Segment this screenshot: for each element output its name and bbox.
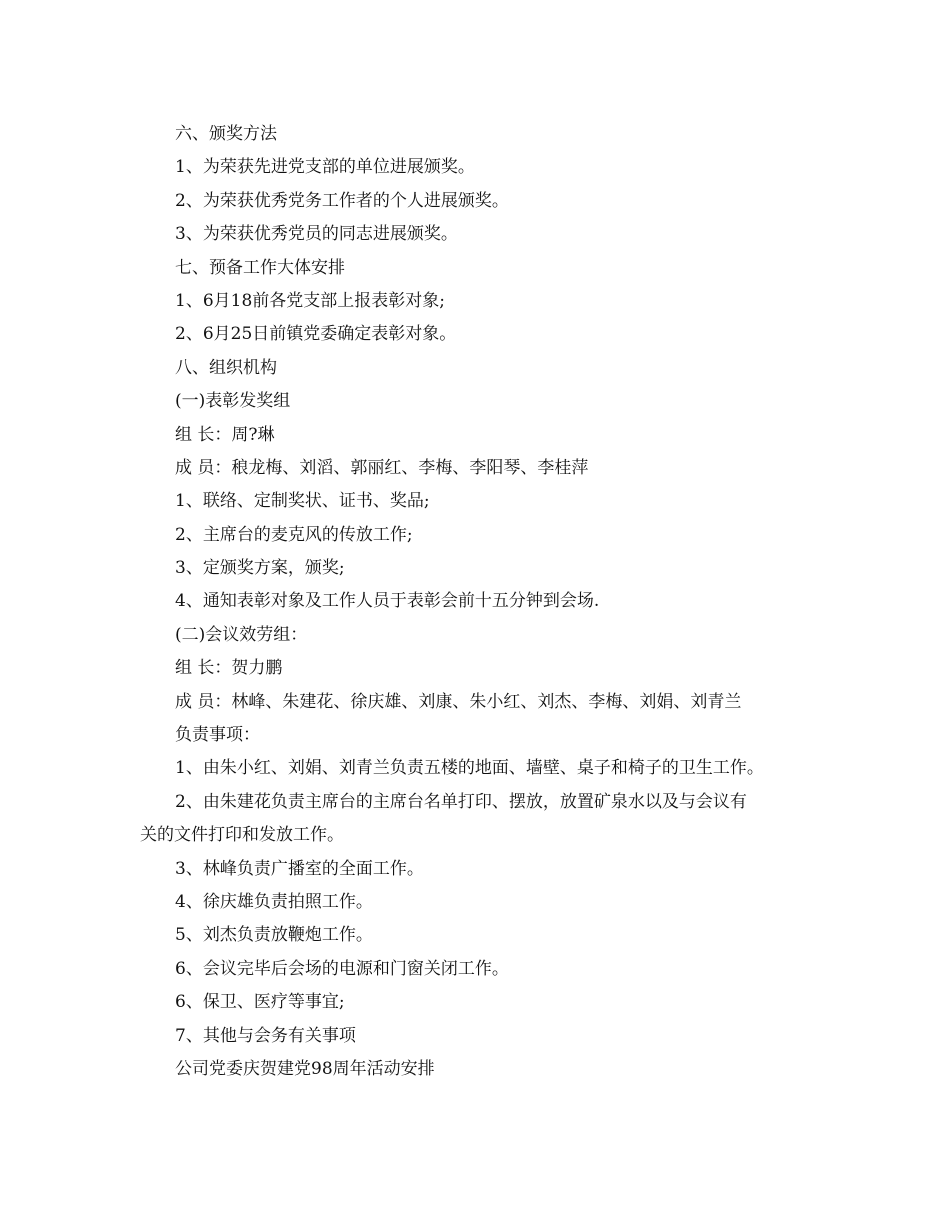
group-members-line: 成 员：林峰、朱建花、徐庆雄、刘康、朱小红、刘杰、李梅、刘娟、刘青兰	[175, 691, 742, 712]
subsection-heading-service-group: (二)会议效劳组：	[175, 624, 308, 645]
paragraph-line: 2、主席台的麦克风的传放工作;	[175, 524, 413, 545]
paragraph-line: 2、由朱建花负责主席台的主席台名单打印、摆放，放置矿泉水以及与会议有	[175, 791, 747, 812]
paragraph-line: 7、其他与会务有关事项	[175, 1025, 356, 1046]
paragraph-line: 5、刘杰负责放鞭炮工作。	[175, 925, 373, 946]
section-heading-organization: 八、组织机构	[175, 357, 277, 378]
responsibilities-heading: 负责事项：	[175, 725, 260, 746]
section-heading-preparation: 七、预备工作大体安排	[175, 257, 345, 278]
section-heading-award-method: 六、颁奖方法	[175, 124, 277, 144]
group-members-line: 成 员：稂龙梅、刘滔、郭丽红、李梅、李阳琴、李桂萍	[175, 457, 589, 478]
paragraph-line: 6、会议完毕后会场的电源和门窗关闭工作。	[175, 958, 509, 979]
paragraph-line: 4、徐庆雄负责拍照工作。	[175, 891, 373, 912]
paragraph-line: 1、6月18前各党支部上报表彰对象;	[175, 290, 445, 311]
paragraph-line: 1、由朱小红、刘娟、刘青兰负责五楼的地面、墙壁、桌子和椅子的卫生工作。	[175, 758, 764, 779]
group-leader-line: 组 长：贺力鹏	[175, 658, 283, 679]
paragraph-line: 4、通知表彰对象及工作人员于表彰会前十五分钟到会场.	[175, 591, 600, 612]
paragraph-line: 1、为荣获先进党支部的单位进展颁奖。	[175, 157, 475, 178]
paragraph-line: 2、为荣获优秀党务工作者的个人进展颁奖。	[175, 190, 509, 211]
paragraph-line: 1、联络、定制奖状、证书、奖品;	[175, 491, 430, 512]
paragraph-line: 2、6月25日前镇党委确定表彰对象。	[175, 324, 457, 345]
document-body	[140, 118, 820, 1086]
paragraph-line: 3、林峰负责广播室的全面工作。	[175, 858, 424, 879]
subsection-heading-award-group: (一)表彰发奖组	[175, 391, 291, 412]
next-document-title: 公司党委庆贺建党98周年活动安排	[175, 1058, 435, 1079]
paragraph-line: 6、保卫、医疗等事宜;	[175, 992, 345, 1013]
paragraph-continuation-line: 关的文件打印和发放工作。	[140, 825, 344, 846]
paragraph-line: 3、定颁奖方案，颁奖;	[175, 558, 345, 579]
paragraph-line: 3、为荣获优秀党员的同志进展颁奖。	[175, 224, 458, 245]
group-leader-line: 组 长：周?琳	[175, 424, 275, 445]
